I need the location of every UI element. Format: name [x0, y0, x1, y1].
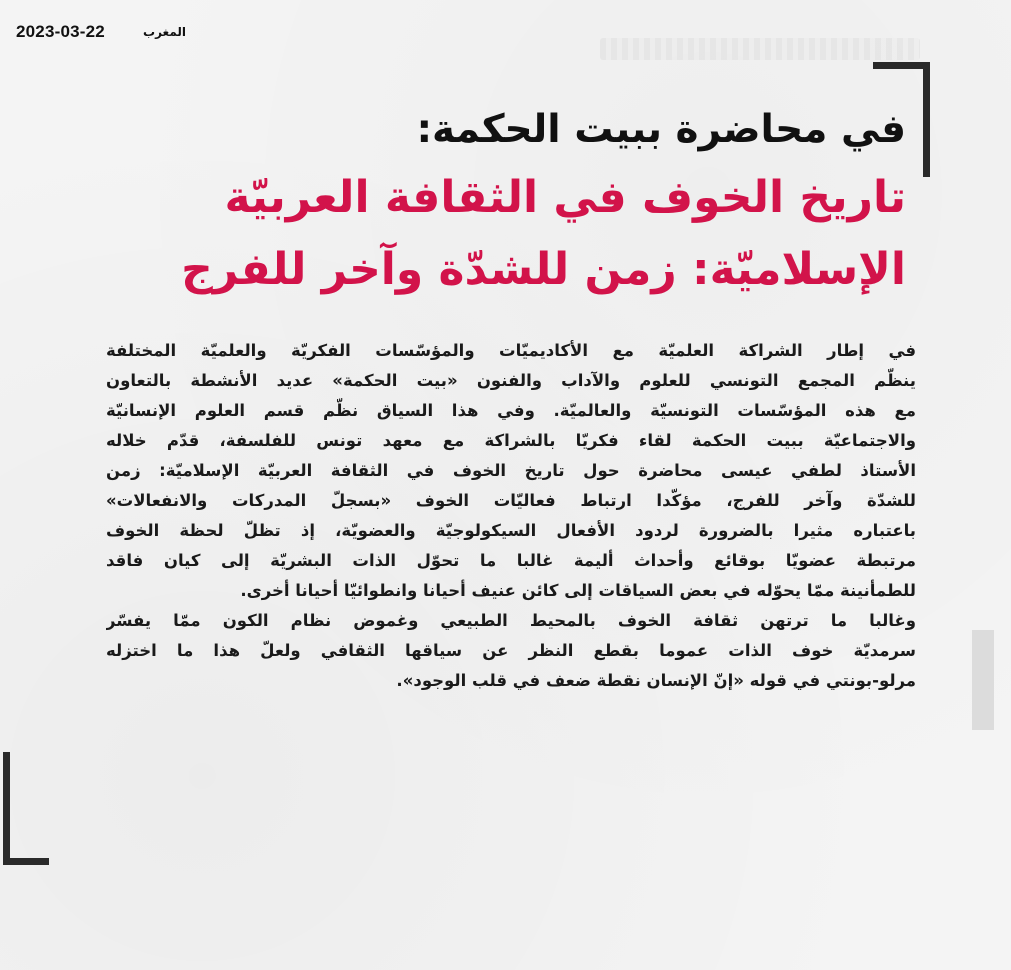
body-line: مرتبطة عضويّا بوقائع وأحداث أليمة غالبا ما تحوّل الذات البشريّة إلى كيان فاقد — [106, 551, 916, 570]
headline-line-1: تاريخ الخوف في الثقافة العربيّة — [224, 172, 906, 223]
frame-corner-bottom-left-vertical — [3, 752, 10, 865]
bleed-through-text — [600, 38, 920, 60]
scan-edge-band — [972, 630, 994, 730]
frame-corner-bottom-left-horizontal — [3, 858, 49, 865]
body-line: للشدّة وآخر للفرج، مؤكّدا ارتباط فعاليّات الخوف «بسجلّ المدركات والانفعالات» — [106, 491, 916, 510]
body-line: والاجتماعيّة ببيت الحكمة لقاء فكريّا بالشراكة مع معهد تونس للفلسفة، قدّم خلاله — [106, 431, 916, 450]
body-line: الأستاذ لطفي عيسى محاضرة حول تاريخ الخوف في الثقافة العربيّة الإسلاميّة: زمن — [106, 461, 916, 480]
frame-corner-top-right-vertical — [923, 62, 930, 177]
frame-corner-top-right-horizontal — [873, 62, 930, 69]
article-kicker: في محاضرة ببيت الحكمة: — [416, 107, 906, 152]
publication-date: 2023-03-22 — [16, 22, 105, 41]
body-line: مع هذه المؤسّسات التونسيّة والعالميّة. وفي هذا السياق نظّم قسم العلوم الإنسانيّة — [106, 401, 916, 420]
body-line: في إطار الشراكة العلميّة مع الأكاديميّات والمؤسّسات الفكريّة والعلميّة المختلفة — [106, 341, 916, 360]
body-line: سرمديّة خوف الذات عموما بقطع النظر عن سياقها الثقافي ولعلّ هذا ما اختزله — [106, 641, 916, 660]
body-line: ينظّم المجمع التونسي للعلوم والآداب والفنون «بيت الحكمة» عديد الأنشطة بالتعاون — [106, 371, 916, 390]
headline-line-2: الإسلاميّة: زمن للشدّة وآخر للفرج — [181, 244, 906, 295]
clipping-header — [16, 22, 186, 42]
article-body — [106, 336, 916, 696]
body-line: مرلو-بونتي في قوله «إنّ الإنسان نقطة ضعف في قلب الوجود». — [396, 671, 916, 690]
body-line: باعتباره مثيرا بالضرورة لردود الأفعال السيكولوجيّة والعضويّة، إذ تظلّ لحظة الخوف — [106, 521, 916, 540]
body-line: وغالبا ما ترتهن ثقافة الخوف بالمحيط الطبيعي وغموض نظام الكون ممّا يفسّر — [106, 611, 916, 630]
body-line: للطمأنينة ممّا يحوّله في بعض السياقات إلى كائن عنيف أحيانا وانطوائيّا أحيانا أخرى. — [240, 581, 916, 600]
article-headline — [126, 162, 906, 306]
newspaper-name: المغرب — [143, 25, 186, 39]
